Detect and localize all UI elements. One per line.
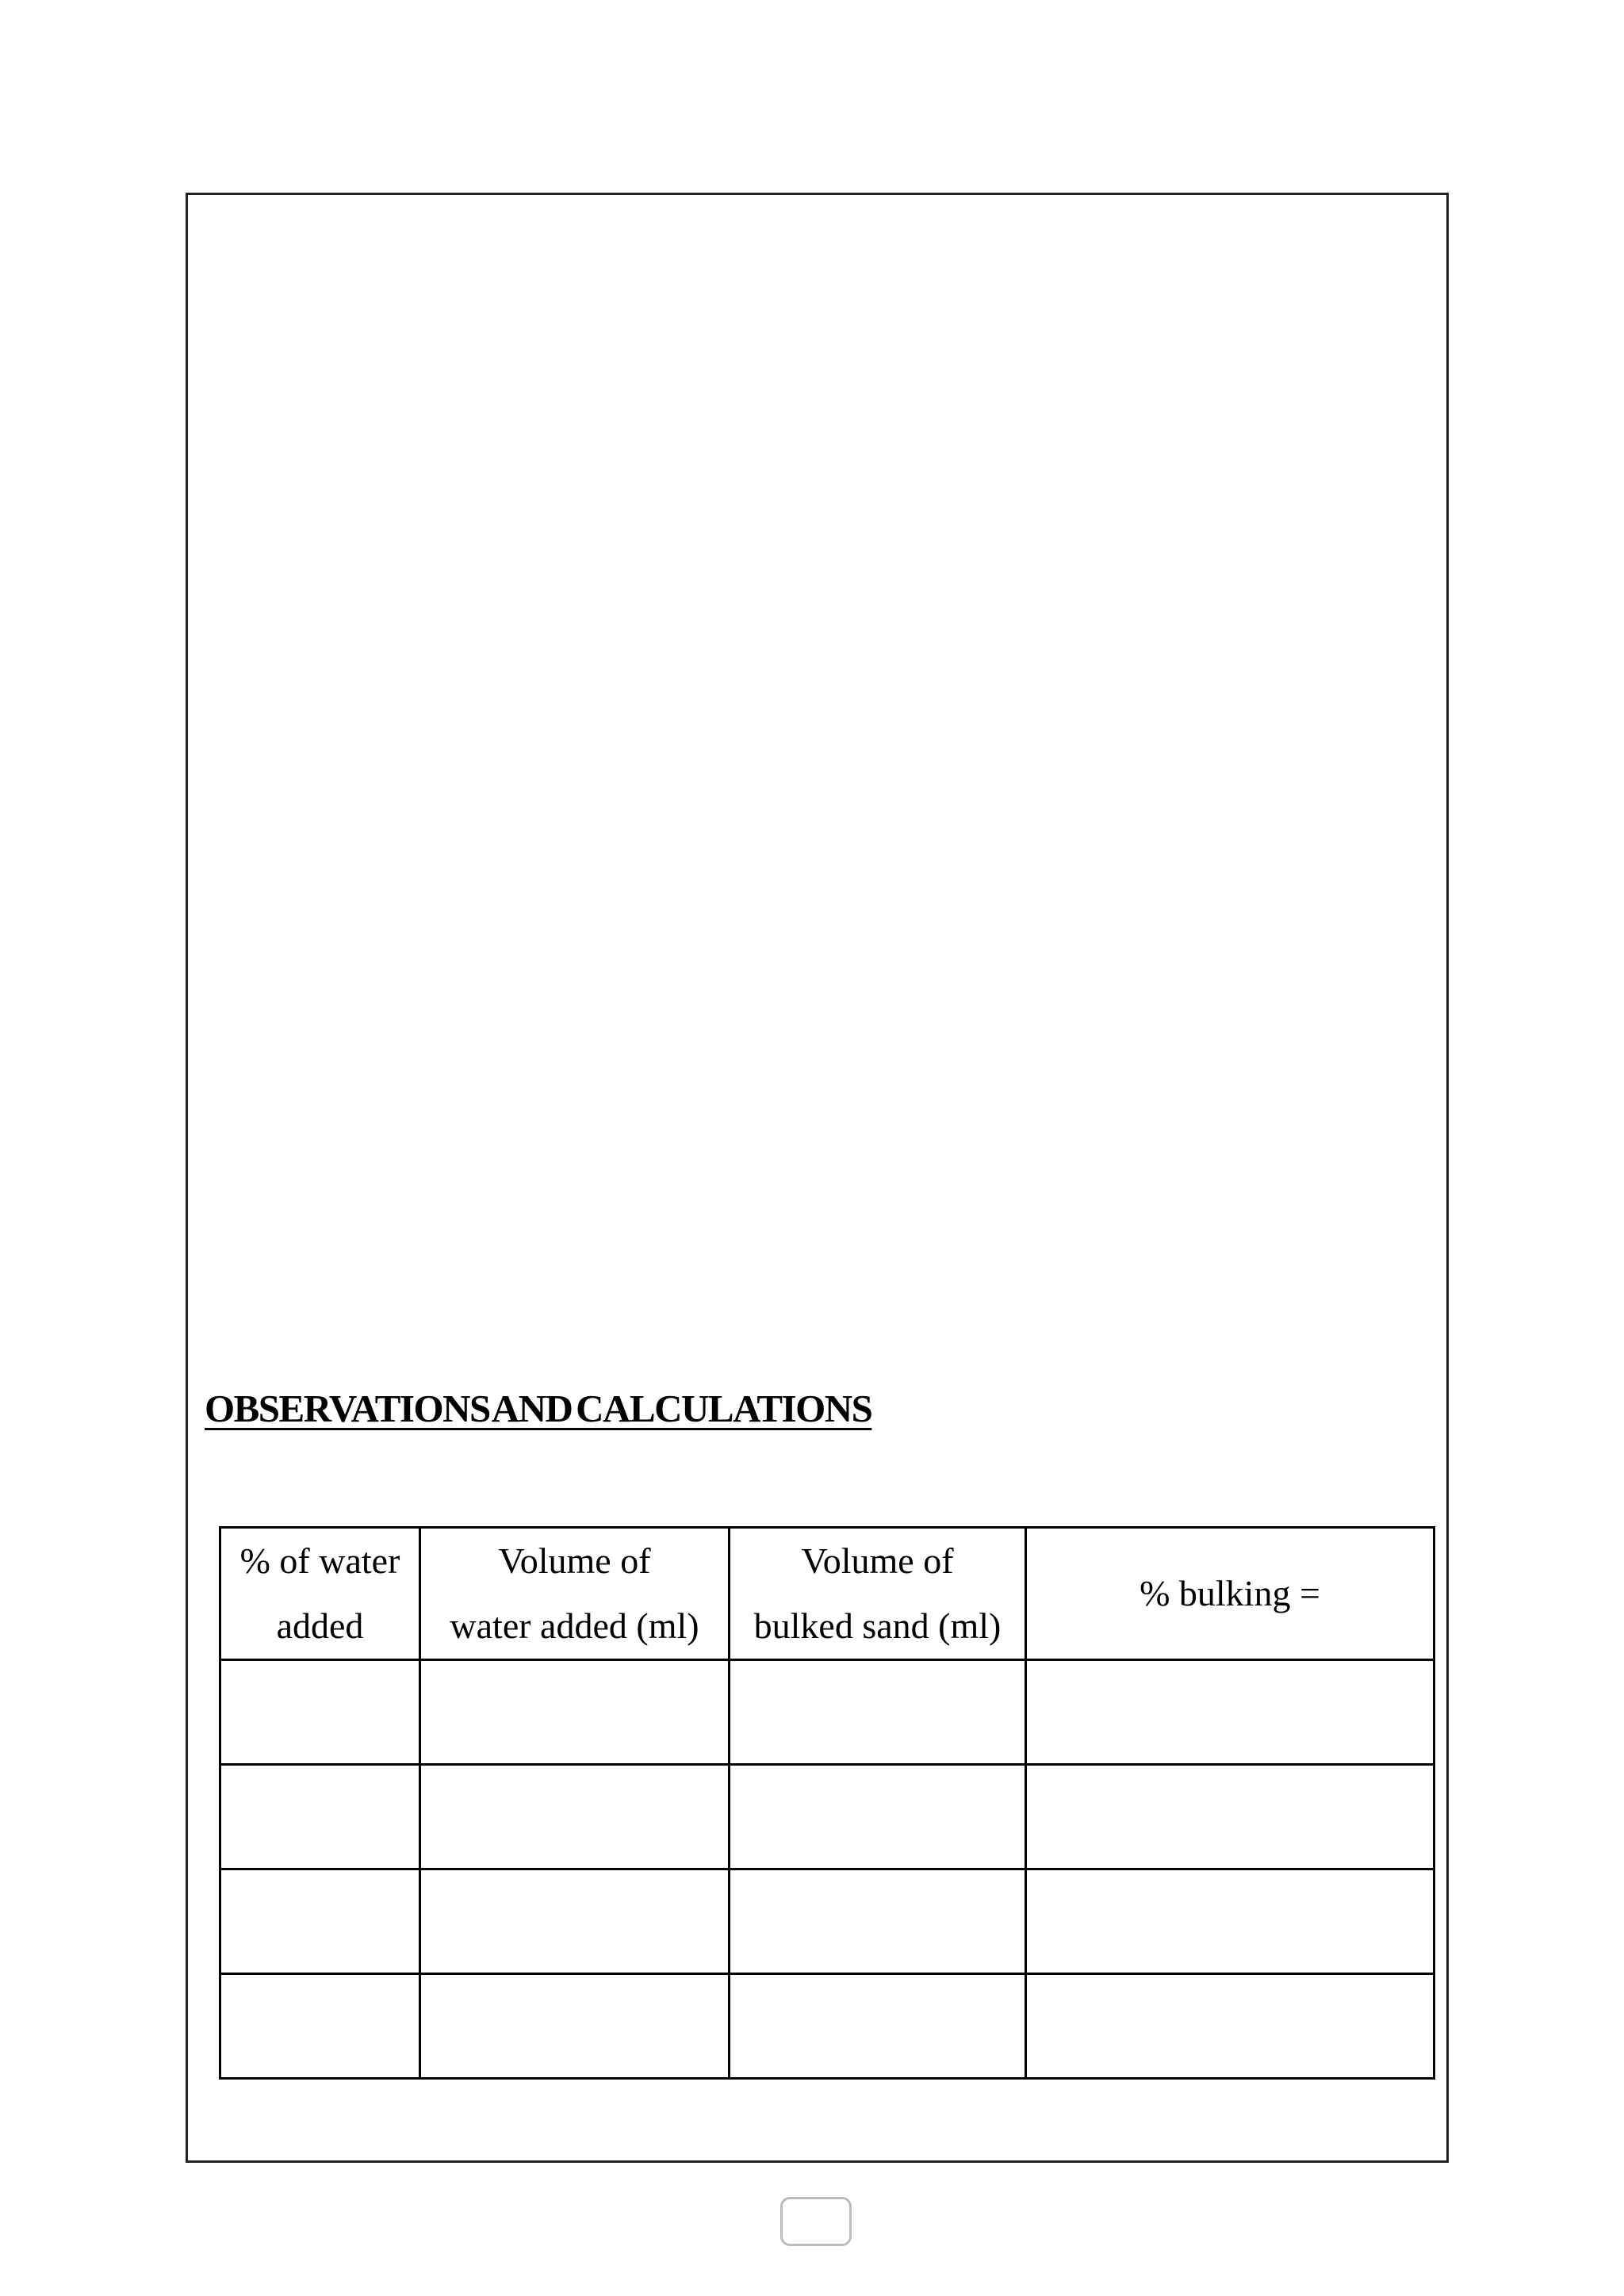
header-line: added [276, 1605, 364, 1646]
table-cell [220, 1660, 420, 1765]
observations-table [219, 1526, 1435, 2080]
table-row [220, 1974, 1434, 2079]
table-cell [730, 1765, 1026, 1869]
table-cell [220, 1974, 420, 2079]
page-number-box [780, 2197, 852, 2246]
table-row [220, 1869, 1434, 1974]
table-cell [1026, 1869, 1434, 1974]
header-percent-water-added [220, 1528, 420, 1660]
header-volume-bulked-sand [730, 1528, 1026, 1660]
table-cell [420, 1869, 730, 1974]
table-cell [1026, 1765, 1434, 1869]
table-cell [1026, 1974, 1434, 2079]
header-line: bulked sand (ml) [753, 1605, 1002, 1646]
table-cell [420, 1765, 730, 1869]
table-cell [730, 1660, 1026, 1765]
table-cell [1026, 1660, 1434, 1765]
header-line: Volume of [801, 1540, 954, 1581]
table-row [220, 1765, 1434, 1869]
table-cell [730, 1974, 1026, 2079]
header-line: Volume of [498, 1540, 651, 1581]
table-cell [730, 1869, 1026, 1974]
table-cell [220, 1765, 420, 1869]
header-volume-water-added [420, 1528, 730, 1660]
header-line: water added (ml) [450, 1605, 699, 1646]
table-cell [420, 1660, 730, 1765]
observations-heading: OBSERVATIONS AND CALCULATIONS [205, 1387, 872, 1430]
table-row [220, 1660, 1434, 1765]
header-percent-bulking [1026, 1528, 1434, 1660]
table-cell [220, 1869, 420, 1974]
header-line: % bulking = [1139, 1573, 1320, 1613]
header-line: % of water [239, 1540, 400, 1581]
table-cell [420, 1974, 730, 2079]
table-header-row [220, 1528, 1434, 1660]
